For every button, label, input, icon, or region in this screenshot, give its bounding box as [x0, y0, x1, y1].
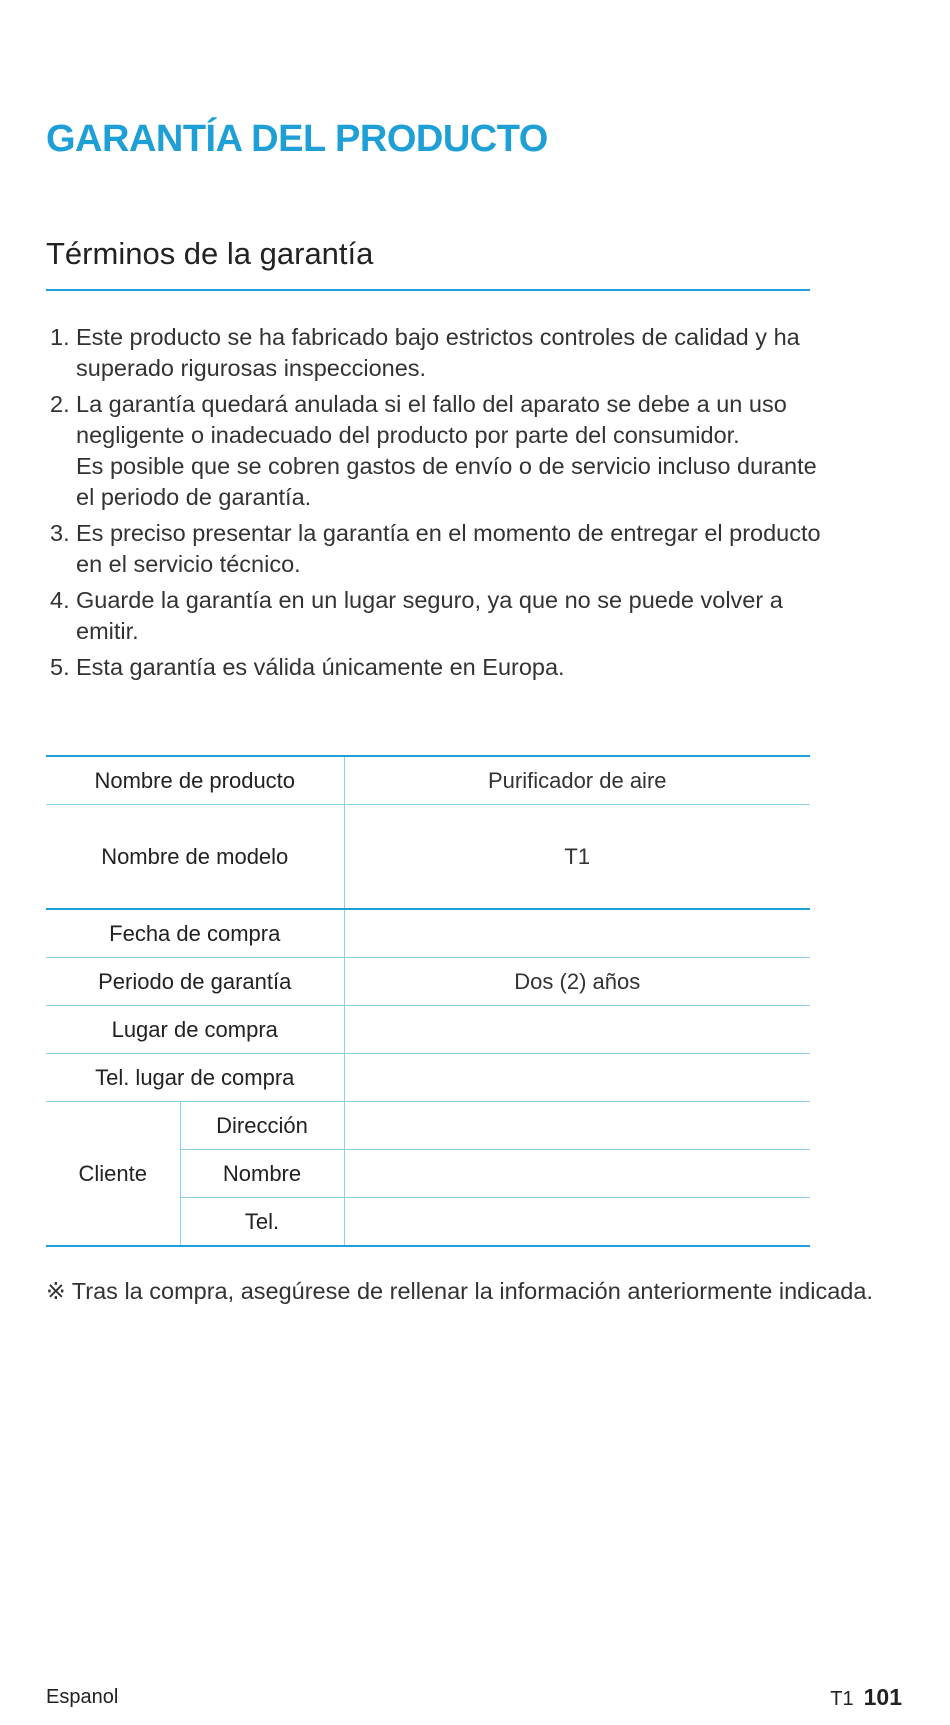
table-row [46, 805, 810, 910]
model-name-value: T1 [344, 805, 810, 910]
footer-model: T1 [830, 1688, 854, 1710]
customer-phone-label: Tel. [180, 1198, 344, 1247]
item-number: 5. [50, 654, 70, 680]
customer-label: Cliente [46, 1102, 180, 1247]
item-text-line: Es posible que se cobren gastos de envío o de servicio incluso durante [76, 453, 817, 479]
item-number: 4. [50, 587, 70, 613]
product-name-value: Purificador de aire [344, 756, 810, 805]
table-row [46, 1054, 810, 1102]
item-text-line: emitir. [76, 618, 139, 644]
customer-phone-field [344, 1198, 810, 1247]
table-row [46, 1102, 810, 1150]
model-name-label: Nombre de modelo [46, 805, 344, 910]
customer-name-field [344, 1150, 810, 1198]
warranty-terms-list [46, 322, 826, 688]
list-item [46, 389, 826, 513]
table-row [46, 909, 810, 958]
customer-address-field [344, 1102, 810, 1150]
purchase-place-phone-field [344, 1054, 810, 1102]
purchase-date-label: Fecha de compra [46, 909, 344, 958]
purchase-place-phone-label: Tel. lugar de compra [46, 1054, 344, 1102]
item-text-line: superado rigurosas inspecciones. [76, 355, 427, 381]
page-number: 101 [863, 1684, 902, 1710]
item-number: 2. [50, 391, 70, 417]
footer-page-info [830, 1684, 902, 1711]
table-row [46, 756, 810, 805]
list-item [46, 322, 826, 384]
item-text-line: negligente o inadecuado del producto por parte del consumidor. [76, 422, 740, 448]
footnote: ※ Tras la compra, asegúrese de rellenar la información anteriormente indicada. [46, 1278, 873, 1304]
item-number: 1. [50, 324, 70, 350]
page-title: GARANTÍA DEL PRODUCTO [46, 118, 548, 160]
list-item [46, 652, 826, 683]
warranty-period-label: Periodo de garantía [46, 958, 344, 1006]
item-text-line: La garantía quedará anulada si el fallo del aparato se debe a un uso [76, 391, 787, 417]
warranty-card-table [46, 755, 810, 1247]
table-row [46, 1006, 810, 1054]
list-item [46, 518, 826, 580]
warranty-period-value: Dos (2) años [344, 958, 810, 1006]
item-text-line: Este producto se ha fabricado bajo estrictos controles de calidad y ha [76, 324, 800, 350]
purchase-place-field [344, 1006, 810, 1054]
purchase-date-field [344, 909, 810, 958]
section-heading: Términos de la garantía [46, 236, 374, 271]
item-text-line: el periodo de garantía. [76, 484, 312, 510]
item-text-line: en el servicio técnico. [76, 551, 301, 577]
customer-address-label: Dirección [180, 1102, 344, 1150]
item-number: 3. [50, 520, 70, 546]
customer-name-label: Nombre [180, 1150, 344, 1198]
product-name-label: Nombre de producto [46, 756, 344, 805]
list-item [46, 585, 826, 647]
table-row [46, 958, 810, 1006]
item-text-line: Es preciso presentar la garantía en el momento de entregar el producto [76, 520, 821, 546]
item-text-line: Guarde la garantía en un lugar seguro, ya que no se puede volver a [76, 587, 783, 613]
item-text-line: Esta garantía es válida únicamente en Europa. [76, 654, 565, 680]
footer-language: Espanol [46, 1686, 119, 1708]
section-divider [46, 289, 810, 291]
purchase-place-label: Lugar de compra [46, 1006, 344, 1054]
